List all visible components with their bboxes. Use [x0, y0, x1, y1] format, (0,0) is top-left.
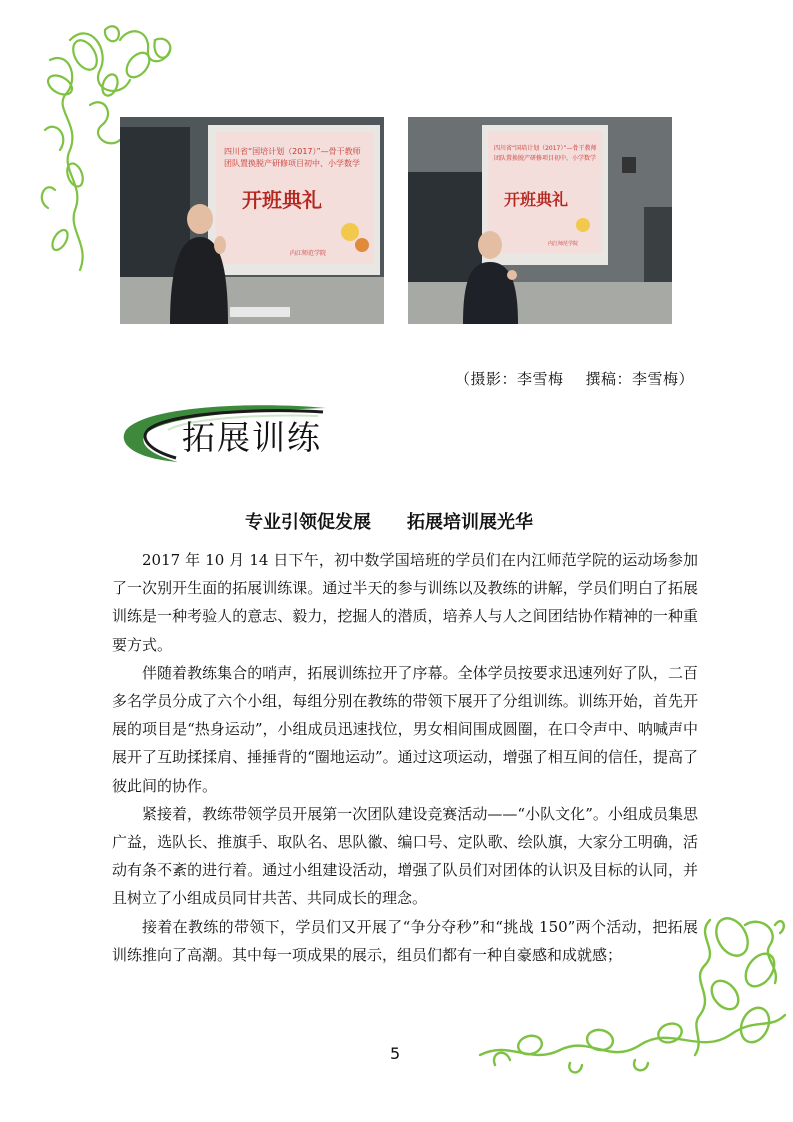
- article-paragraph: 接着在教练的带领下，学员们又开展了“争分夺秒”和“挑战 150”两个活动，把拓展训练推向了高潮。其中每一项成果的展示，组员们都有一种自豪感和成就感；: [112, 917, 698, 964]
- slide-line-1: 四川省“国培计划（2017）”—骨干教师: [224, 147, 361, 156]
- vine-ornament-bottom-right: [470, 905, 790, 1080]
- photo-opening-ceremony-left: [120, 117, 384, 324]
- article-title: [245, 508, 533, 534]
- section-title: 拓展训练: [182, 418, 322, 457]
- slide-line-2: 团队置换脱产研修项目初中、小学数学: [494, 155, 597, 162]
- slide-footer: 内江师范学院: [290, 250, 327, 257]
- slide-footer: 内江师范学院: [548, 241, 579, 247]
- article-paragraph: 伴随着教练集合的哨声，拓展训练拉开了序幕。全体学员按要求迅速列好了队，二百多名学员分成了六个小组，每组分别在教练的带领下展开了分组训练。训练开始，首先开展的项目是“热身运动”，小组成员迅速找位，男女相间围成圆圈，在口令声中、呐喊声中展开了互助揉揉肩、捶捶背的“圈地运动”。通过这项运动，增强了相互间的信任，提高了彼此间的协作。: [112, 663, 698, 795]
- page-number: 5: [390, 1044, 401, 1063]
- slide-heading: 开班典礼: [242, 188, 322, 212]
- article-paragraph: 紧接着，教练带领学员开展第一次团队建设竞赛活动——“小队文化”。小组成员集思广益，选队长、推旗手、取队名、思队徽、编口号、定队歌、绘队旗，大家分工明确，活动有条不紊的进行着。通过小组建设活动，增强了队员们对团体的认识及目标的认同，并且树立了小组成员同甘共苦、共同成长的理念。: [112, 804, 698, 908]
- photo-credits: [455, 368, 715, 389]
- photo-opening-ceremony-right: [408, 117, 672, 324]
- article-title-part-2: 拓展培训展光华: [407, 512, 533, 533]
- slide-line-1: 四川省“国培计划（2017）”—骨干教师: [494, 145, 597, 152]
- writer-credit: 撰稿：李雪梅）: [585, 370, 695, 388]
- article-title-part-1: 专业引领促发展: [245, 512, 371, 533]
- article-paragraph: 2017 年 10 月 14 日下午，初中数学国培班的学员们在内江师范学院的运动场参加了一次别开生面的拓展训练课。通过半天的参与训练以及教练的讲解，学员们明白了拓展训练是一种考验人的意志、毅力，挖掘人的潜质，培养人与人之间团结协作精神的一种重要方式。: [112, 551, 698, 654]
- slide-heading: 开班典礼: [504, 190, 569, 209]
- photographer-credit: （摄影：李雪梅: [455, 370, 564, 388]
- slide-line-2: 团队置换脱产研修项目初中、小学数学: [224, 159, 360, 168]
